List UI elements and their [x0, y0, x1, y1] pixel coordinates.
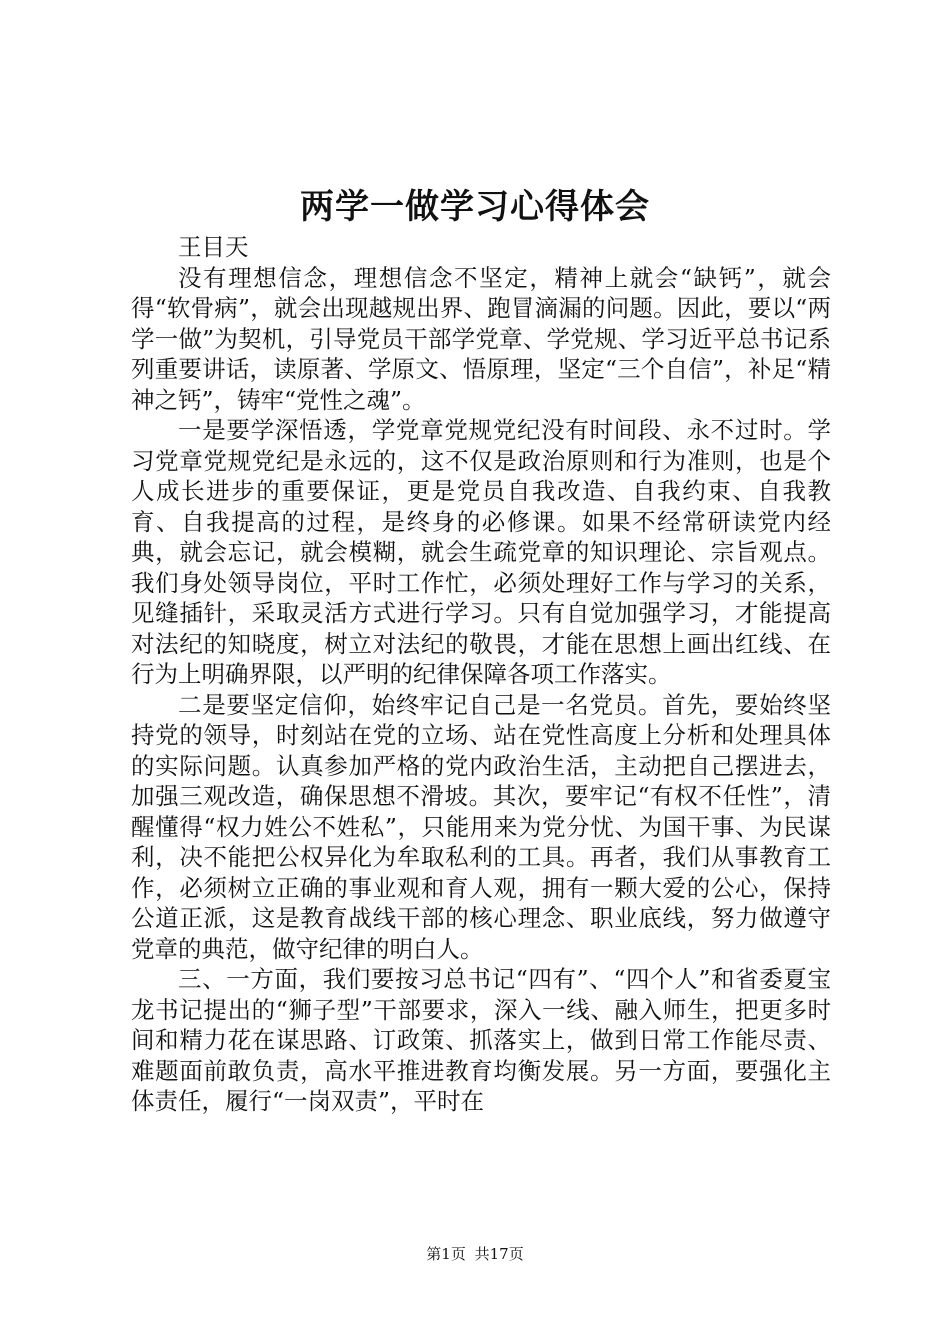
paragraph-belief: 二是要坚定信仰，始终牢记自己是一名党员。首先，要始终坚持党的领导，时刻站在党的立场、站在党性高度上分析和处理具体的实际问题。认真参加严格的党内政治生活，主动把自己摆进去，加强三观改造，确保思想不滑坡。其次，要牢记“有权不任性”，清醒懂得“权力姓公不姓私”，只能用来为党分忧、为国干事、为民谋利，决不能把公权异化为牟取私利的工具。再者，我们从事教育工作，必须树立正确的事业观和育人观，拥有一颗大爱的公心，保持公道正派，这是教育战线干部的核心理念、职业底线，努力做遵守党章的典范，做守纪律的明白人。: [131, 690, 831, 963]
page-total: 共17页: [474, 1245, 524, 1263]
paragraph-intro: 没有理想信念，理想信念不坚定，精神上就会“缺钙”，就会得“软骨病”，就会出现越规出界、跑冒滴漏的问题。因此，要以“两学一做”为契机，引导党员干部学党章、学党规、学习近平总书记系列重要讲话，读原著、学原文、悟原理，坚定“三个自信”，补足“精神之钙”，铸牢“党性之魂”。: [131, 263, 831, 414]
page-footer: [0, 1242, 950, 1266]
page-number: 第1页: [426, 1245, 466, 1263]
document-body: [131, 232, 831, 1117]
author-name: 王目天: [178, 233, 249, 261]
document-title: 两学一做学习心得体会: [300, 187, 650, 227]
paragraph-study: 一是要学深悟透，学党章党规党纪没有时间段、永不过时。学习党章党规党纪是永远的，这不仅是政治原则和行为准则，也是个人成长进步的重要保证，更是党员自我改造、自我约束、自我教育、自我提高的过程，是终身的必修课。如果不经常研读党内经典，就会忘记，就会模糊，就会生疏党章的知识理论、宗旨观点。我们身处领导岗位，平时工作忙，必须处理好工作与学习的关系，见缝插针，采取灵活方式进行学习。只有自觉加强学习，才能提高对法纪的知晓度，树立对法纪的敬畏，才能在思想上画出红线、在行为上明确界限，以严明的纪律保障各项工作落实。: [131, 416, 831, 688]
paragraph-responsibility: 三、一方面，我们要按习总书记“四有”、“四个人”和省委夏宝龙书记提出的“狮子型”干部要求，深入一线、融入师生，把更多时间和精力花在谋思路、订政策、抓落实上，做到日常工作能尽责、难题面前敢负责，高水平推进教育均衡发展。另一方面，要强化主体责任，履行“一岗双责”，平时在: [131, 965, 831, 1115]
